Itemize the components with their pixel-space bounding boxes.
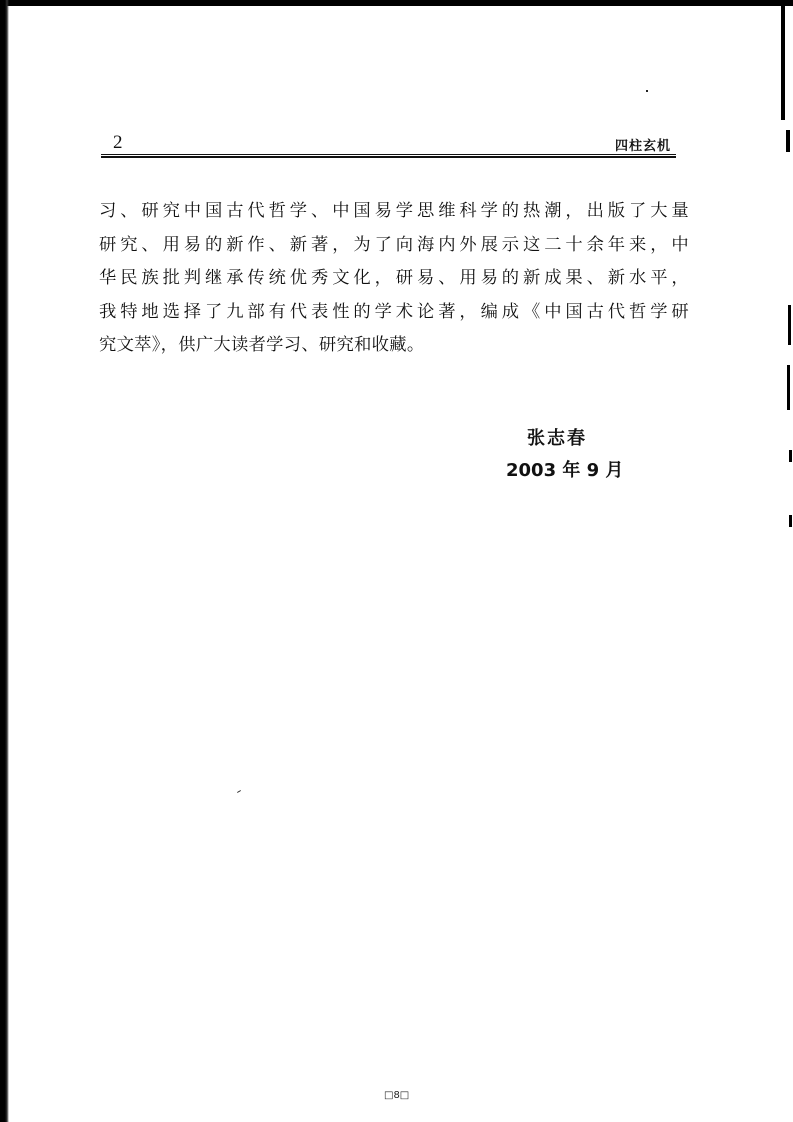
scan-edge-mark — [786, 130, 790, 152]
scan-speck — [237, 790, 241, 793]
body-line: 习、研究中国古代哲学、中国易学思维科学的热潮，出版了大量 — [99, 201, 689, 221]
scan-edge-mark — [789, 450, 792, 462]
body-line: 我特地选择了九部有代表性的学术论著，编成《中国古代哲学研 — [99, 301, 689, 322]
body-line: 华民族批判继承传统优秀文化，研易、用易的新成果、新水平， — [99, 268, 689, 288]
body-line: 研究、用易的新作、新著，为了向海内外展示这二十余年来，中 — [99, 234, 689, 255]
scan-border-left — [0, 0, 9, 1122]
scan-edge-mark — [788, 305, 791, 345]
author-name: 张志春 — [527, 428, 587, 449]
scan-edge-mark — [789, 515, 792, 527]
signature-date: 2003 年 9 月 — [506, 460, 624, 481]
body-line: 究文萃》，供广大读者学习、研究和收藏。 — [99, 335, 425, 355]
running-head: 四柱玄机 — [614, 139, 671, 154]
footer-page-marker: □8□ — [384, 1090, 410, 1101]
scan-border-right — [781, 0, 785, 120]
header-rule — [101, 154, 676, 158]
body-paragraph — [99, 195, 689, 363]
scan-speck — [646, 90, 648, 92]
scan-edge-mark — [787, 365, 790, 410]
scan-border-top — [0, 0, 793, 6]
page-number: 2 — [113, 132, 123, 153]
